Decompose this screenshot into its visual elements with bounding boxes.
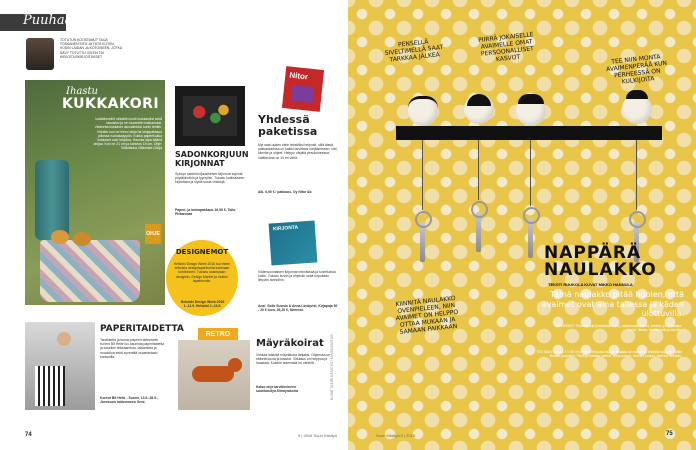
key-icon xyxy=(528,218,533,258)
embroidery-photo xyxy=(175,86,245,146)
knob-face xyxy=(464,94,494,124)
designemot-title: DESIGNEMOT xyxy=(175,248,229,256)
knob-face xyxy=(408,96,438,126)
designemot-body: Helsinki Design Week 2016 tuo eteen erikoisia designtapahtumia kotimaan kohteineen. Tutustu uusimpaan designiin, Design Market ja muihin tapahtumiin. xyxy=(173,262,231,283)
callout-brush: PENSELLÄ SIVELTIMELLÄ SAAT TARKKAA JÄLKEA xyxy=(384,38,444,64)
callout-mount: KIINNITÄ NAULAKKO OVENPIELEEN, NIIN AVAIMET ON HELPPO OTTAA MUKAAN JA SAMAAN PAIKKAAN xyxy=(395,294,459,336)
kirjonta-body: Viidensuuntaisen kirjonnan tekniikkaa ja sovelluksia kotiin. Tutustu kuviin ja ohjeisiin sekä kirjontaan liittyviin tarinoihin. xyxy=(258,270,336,283)
left-page-number: 74 xyxy=(25,432,32,438)
right-page xyxy=(348,0,696,450)
kukkakori-title: KUKKAKORI xyxy=(62,96,160,112)
knob-face xyxy=(516,96,546,126)
paketissa-price: Alk. 6,90 € / pakkaus, Oy Nitor Ab xyxy=(258,190,312,194)
kirjonnat-title: SADONKORJUUN KIRJONNAT xyxy=(175,150,249,168)
designemot-date: Helsinki Design Week 2016 1.-11.9. Helsinki 1.-11.9. xyxy=(180,300,225,309)
ohje-badge: OHJE xyxy=(145,224,161,244)
key-icon xyxy=(476,212,481,252)
right-page-number: 75 xyxy=(666,431,673,437)
paperitaidetta-title: PAPERITAIDETTA xyxy=(100,324,184,334)
mayrakoira-credit: Katso ohje tarvikkeineen suurikasityo.fi/mayrakoira xyxy=(256,385,299,394)
editor-portrait xyxy=(26,38,54,70)
kirjonta-credit: Ansi. Soile Suonio & Anna Lindqvist, Kirjapaja 50 - 20 € luon, 26,20 €, Moreeni. xyxy=(258,304,338,313)
retro-badge: RETRO xyxy=(198,328,238,340)
paperitaidetta-photo xyxy=(25,322,95,410)
article-lede: Tämä naulakko pitää huolen, että avaimet ovat aina tallessa ja käden ulottuvilla. xyxy=(541,290,684,318)
kukkakori-body: Isoäidinneliöt virkattiin koriin kukkasiksi sekä takasiksi ja ne muutettiin kukkarioksi. Visiteetta kukkaset ukuvalmiiksi koriin tehtiin. Virkattu kori on hieno lahja tai lahjapakkaus piilossa ruokakaappiin. Kukka paperikukka kukkaset ovat lahjoina. Hauska tapa kääriä lahjaa. Kori on 21 cm ja korkeus 15 cm. Ohje: Silkkilanka Villamista Oiloja xyxy=(93,117,162,151)
dachshund-photo xyxy=(178,340,250,410)
crochet-basket-shape xyxy=(40,240,140,302)
side-credit: KUVAT SUURI KÄSITYÖ / KUVATOIMITUS xyxy=(330,334,334,400)
article-instructions: TEE NÄIN: Sahaa 7 x 39 cm:n mittainen pala lautaa. Maalaa se mustaksi. Kiinnitä nuppien päälle liimalla puupallot. Piirrä ja maalaa kasvot, anna kuivua. Kiinnitä koukut. Asenna seinään. xyxy=(536,350,682,359)
kukkakori-photo xyxy=(25,80,165,305)
mayrakoira-body: Virkkaa leikkisä mäyräkoira lahjaksi. Ohjeessa on selkeät kuvat ja kaaviot. Virkkaus on helppoa ja hauskaa. Kokeile tekemistä eri väreillä. xyxy=(256,353,331,366)
article-title-line2: NAULAKKO xyxy=(544,260,657,280)
thermos-shape xyxy=(35,160,69,240)
mayrakoira-title: Mäyräkoirat xyxy=(256,338,324,349)
key-rack-board xyxy=(396,126,662,140)
editor-credit: TOTUTUN KOOSTANUT TAIJA TOSKANEN SITÄ JA TÄTÄ KOTIIN, KODIN LAIDAN JA KOTOISEEN, JOTKA SÄVY TOTUTTU OSITIN TAI KIRJOITUSKIRJOITUKSET xyxy=(60,38,122,59)
key-icon xyxy=(420,222,425,262)
left-footer-issue: 9 | 2016 Suuri Käsityö xyxy=(298,433,338,438)
knob-face xyxy=(622,94,652,124)
kirjonnat-price: Paperi- ja lankapakkaus 16,90 €, Taito Pirkanmaa xyxy=(175,208,236,217)
callout-count: TEE NIIN MONTA AVAIMENPERÄÄ KUN PERHEESSÄ ON KULKIJOITA xyxy=(605,53,668,86)
paperitaidetta-body: Tarvikkeita ja kurssi paperin taiteeseen. Korent Bit Helle luo kaunista paperitaidetta ja kokeilee leikkaamista, taittamista ja muotoilua sekä syventää osaamistaan kursseilla. xyxy=(100,338,165,359)
kirjonta-book xyxy=(269,220,318,265)
paketissa-title: Yhdessä paketissa xyxy=(258,113,318,138)
right-footer-issue: Suuri Käsityö 9 | 2016 xyxy=(376,433,416,438)
kirjonta-cover-label: KIRJONTA xyxy=(272,224,299,233)
nitor-box xyxy=(282,66,324,112)
kirjonnat-body: Syksyn sadonkorjuuaiheiset kirjonnat sopivat pöytäliinoihin ja tyynyihin. Tutustu kotimaiseen kirjontaan ja löydä uusia vinkkejä. xyxy=(175,172,245,185)
bun-shape xyxy=(73,232,91,246)
article-supplies: TARVIKKEET: Puunuppeja (halkaisija 4 cm), maalaustarvikkeet, koukut, pohjamaalia, ruuvi, liimaa, laudan pala ja sivellin. xyxy=(553,324,682,333)
paperitaidetta-credit: Korent Bit Helle - Suomi, 13.9.-28.9., Joensuun taidemuseo Onni. xyxy=(100,396,158,405)
nitor-brand: Nitor xyxy=(288,70,309,82)
article-title-line1: NAPPÄRÄ xyxy=(544,243,642,263)
section-label: Puuhaamo xyxy=(23,13,93,28)
article-byline: TEKSTI RUUKOLA KUVAT MIKKO HANNULA xyxy=(548,282,633,287)
callout-faces: PIIRRÄ JOKAISELLE AVAIMELLE OMAT PERSOONALLISET KASVOT xyxy=(477,31,535,64)
paketissa-body: Myi saat uuden värin tekstiiliisi helposti, sillä tässä pakkauksessa on kaikki tarvittava värjäämiseen: väri, kiinnite ja ohjeet. Helppo värjätä pesukoneessa. Valittavana on 10 eri väriä. xyxy=(258,143,338,160)
bun-shape xyxy=(51,230,69,244)
kukkakori-kicker: Ihastu xyxy=(66,86,98,97)
